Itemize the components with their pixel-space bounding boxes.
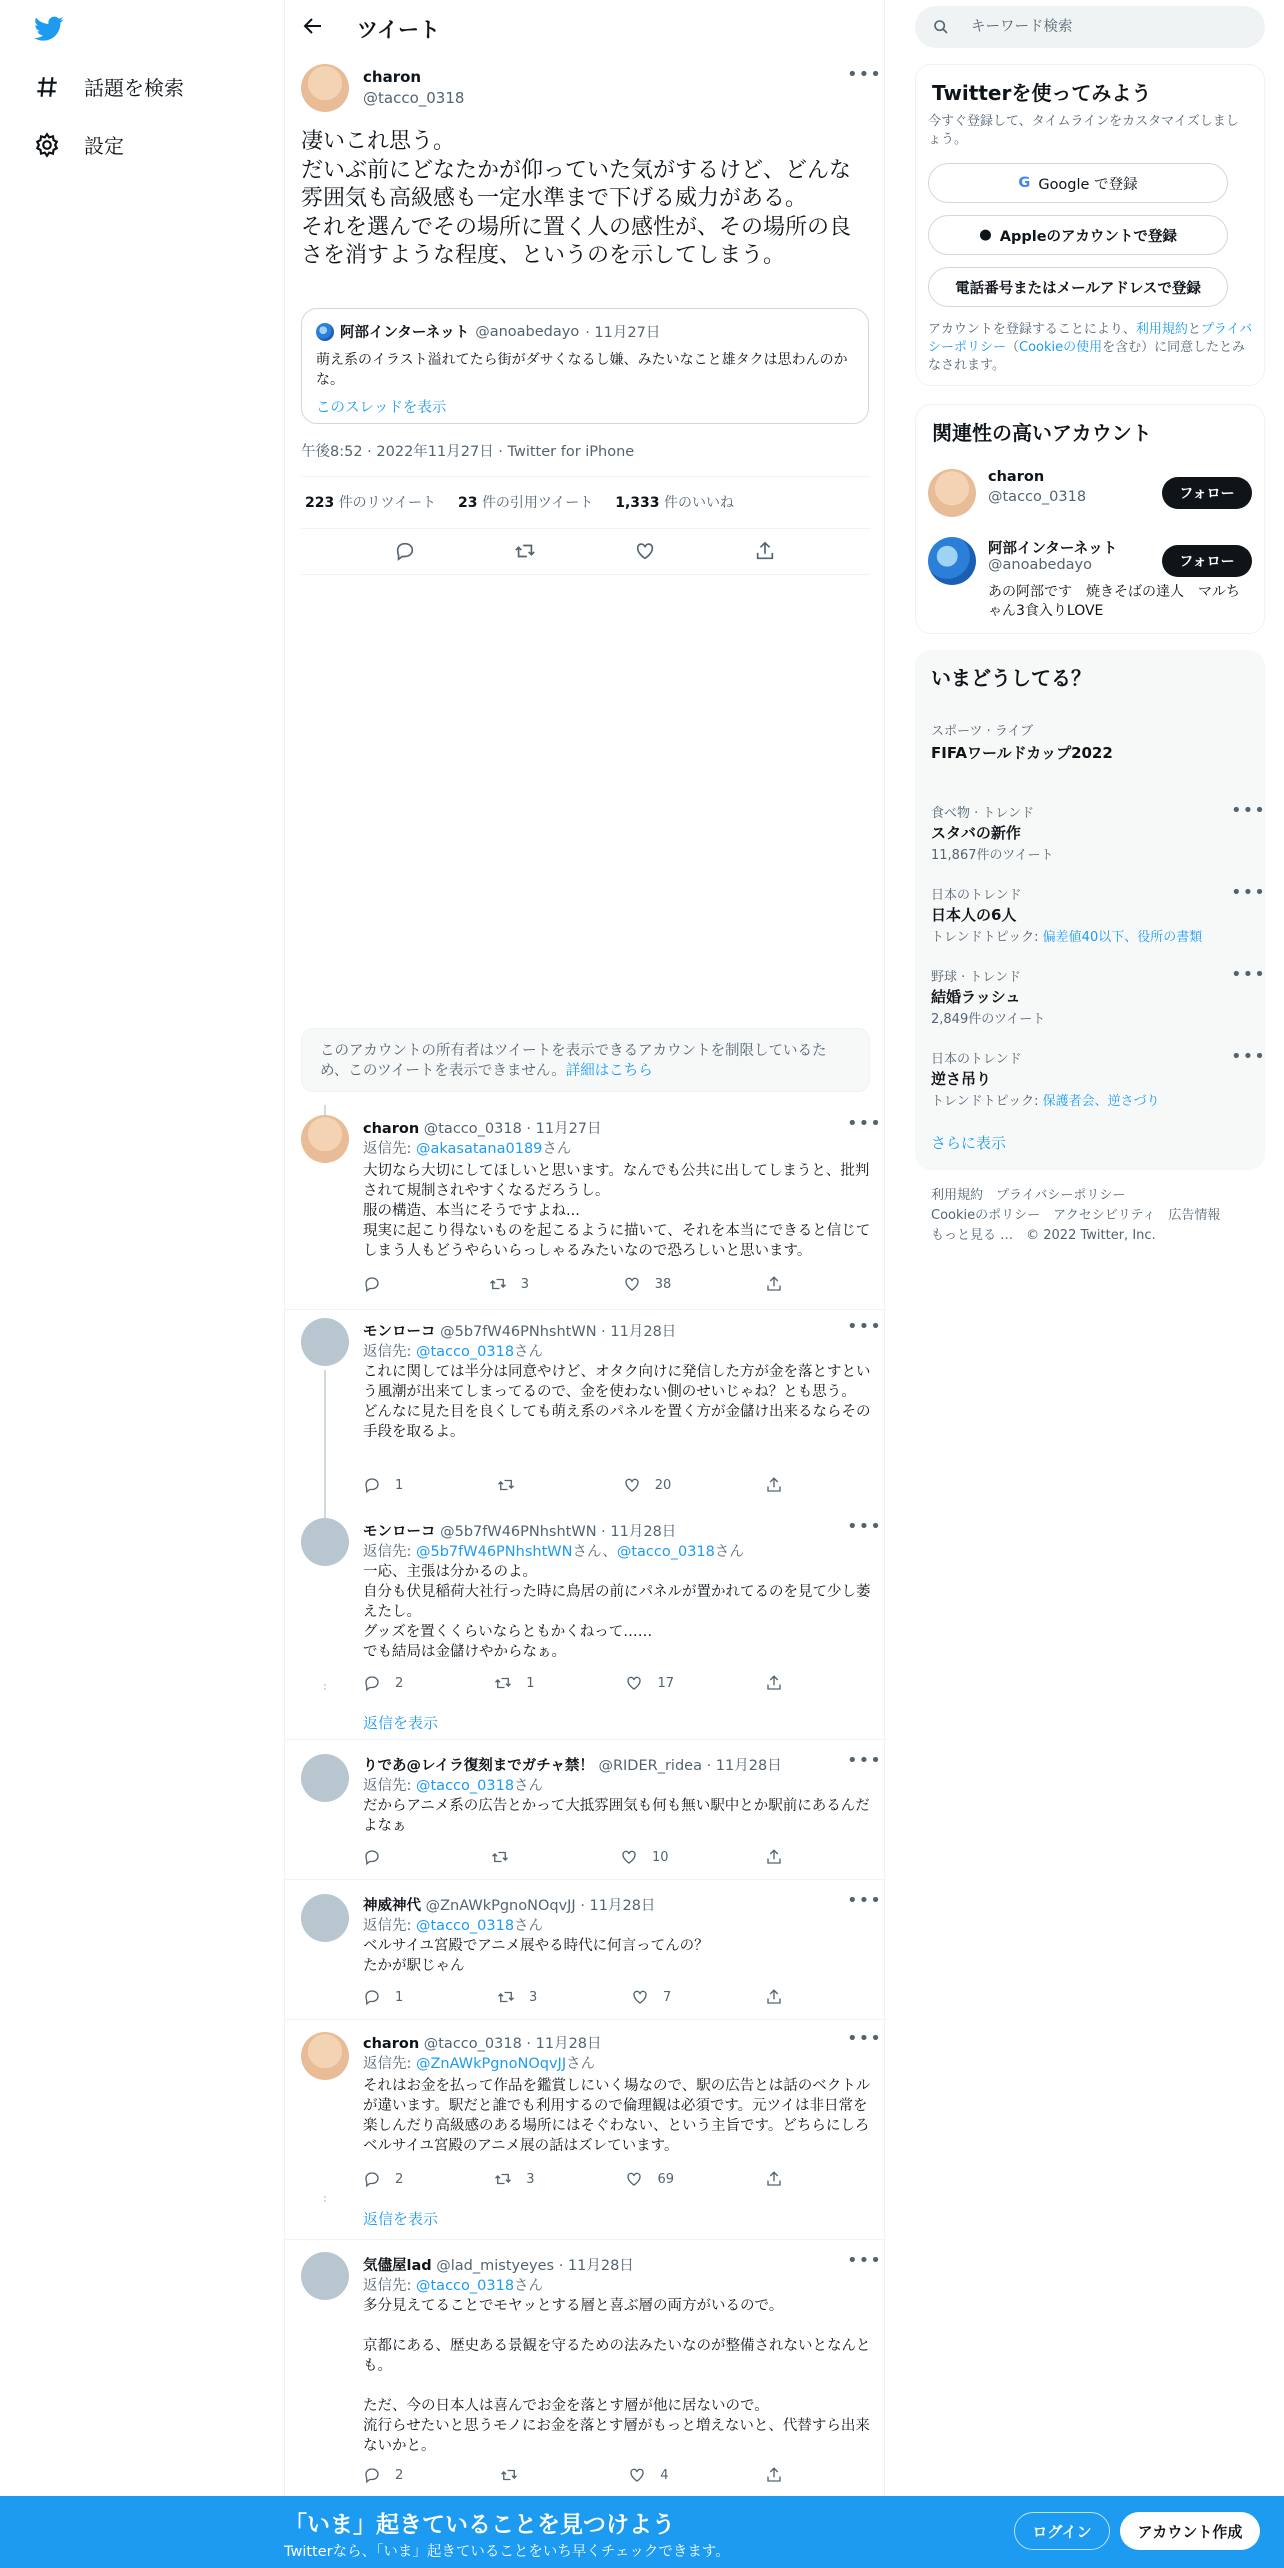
- banner-subtitle: Twitterなら、「いま」起きていることをいち早くチェックできます。: [284, 2544, 730, 2560]
- avatar[interactable]: [301, 2032, 349, 2080]
- reply-icon[interactable]: [394, 540, 416, 562]
- footer-links: [931, 1186, 1261, 1246]
- avatar[interactable]: [301, 2252, 349, 2300]
- divider: [301, 528, 870, 529]
- tweet-actions: [285, 540, 885, 562]
- mention-link[interactable]: @tacco_0318: [416, 1918, 515, 1934]
- thread-line: [324, 1684, 326, 1690]
- reply-button[interactable]: 2: [363, 2170, 403, 2188]
- like-button[interactable]: 10: [620, 1848, 669, 1866]
- retweet-button[interactable]: [500, 2466, 532, 2484]
- reply-text: 大切なら大切にしてほしいと思います。なんでも公共に出してしまうと、批判されて規制されやすくなるだろうし。 服の構造、本当にそうですよね... 現実に起こり得ないものを起こるように描いて、それを本当にできると信じてしまう人もどうやらいらっしゃるみたいなので恐ろしいと思います。: [363, 1163, 871, 1259]
- more-icon[interactable]: •••: [1231, 1046, 1266, 1067]
- reply-actions: [363, 2170, 783, 2188]
- left-nav: [0, 0, 284, 2568]
- avatar[interactable]: [301, 1894, 349, 1942]
- reply-text: ベルサイユ宮殿でアニメ展やる時代に何言ってんの？ たかが駅じゃん: [363, 1938, 709, 1974]
- thread-line: [324, 1370, 326, 1520]
- learn-more-link[interactable]: 詳細はこちら: [565, 1063, 653, 1079]
- more-icon[interactable]: •••: [847, 2250, 882, 2271]
- reply-tweet[interactable]: [285, 2240, 884, 2496]
- account-name: 阿部インターネット: [988, 541, 1118, 557]
- reply-header: モンローコ @5b7fW46PNhshtWN · 11月28日: [363, 1524, 677, 1540]
- reply-to: 返信先: @5b7fW46PNhshtWNさん、@tacco_0318さん: [363, 1544, 744, 1560]
- account-handle: @tacco_0318: [988, 489, 1087, 505]
- signup-title: Twitterを使ってみよう: [932, 81, 1152, 105]
- like-count[interactable]: 1,333 件のいいね: [615, 495, 734, 511]
- page-title: ツイート: [357, 18, 440, 42]
- reply-tweet[interactable]: [285, 1310, 884, 1510]
- reply-text: 一応、主張は分かるのよ。 自分も伏見稲荷大社行った時に鳥居の前にパネルが置かれてるのを見て少し萎えたし。 グッズを置くくらいならともかくねって…… でも結局は金儲けやからなぁ。: [363, 1564, 871, 1660]
- signup-button[interactable]: アカウント作成: [1120, 2512, 1260, 2550]
- login-banner: [0, 2496, 1284, 2568]
- mention-link[interactable]: @tacco_0318: [416, 1778, 515, 1794]
- mention-link[interactable]: @tacco_0318: [416, 2278, 515, 2294]
- like-button[interactable]: 17: [625, 1674, 674, 1692]
- share-button[interactable]: [765, 1848, 783, 1866]
- search-placeholder: キーワード検索: [971, 19, 1073, 35]
- main-column: [284, 0, 885, 2568]
- trend-item[interactable]: 野球 · トレンド 結婚ラッシュ 2,849件のツイート •••: [931, 964, 1266, 1027]
- more-icon[interactable]: •••: [847, 1316, 882, 1337]
- avatar[interactable]: [928, 469, 976, 517]
- like-button[interactable]: 38: [623, 1275, 672, 1293]
- terms-link[interactable]: 利用規約: [1135, 322, 1188, 337]
- retweet-button[interactable]: 3: [494, 2170, 534, 2188]
- reply-actions: [363, 1275, 783, 1293]
- reply-header: charon @tacco_0318 · 11月27日: [363, 1121, 602, 1137]
- show-replies-link[interactable]: 返信を表示: [363, 2210, 439, 2228]
- more-icon[interactable]: •••: [847, 1516, 882, 1537]
- reply-tweet[interactable]: [285, 1880, 884, 2020]
- hashtag-icon: [34, 74, 60, 100]
- search-icon: [933, 19, 949, 35]
- follow-button[interactable]: フォロー: [1162, 477, 1252, 509]
- apple-signup-button[interactable]: ● Appleのアカウントで登録: [928, 215, 1228, 255]
- show-replies-link[interactable]: 返信を表示: [363, 1714, 439, 1732]
- thread-line: [324, 2196, 326, 2202]
- reply-text: 多分見えてることでモヤッとする層と喜ぶ層の両方がいるので。 京都にある、歴史ある景観を守るための法みたいなのが整備されないとなんとも。 ただ、今の日本人は喜んでお金を落とす層が他に居ないので。 流行らせたいと思うモノにお金を落とす層がもっと増えないと、代替すら出来ないかと。: [363, 2298, 871, 2454]
- gear-icon: [34, 132, 60, 158]
- quote-name: 阿部インターネット: [340, 325, 470, 341]
- nav-settings[interactable]: [34, 130, 124, 159]
- reply-text: これに関しては半分は同意やけど、オタク向けに発信した方が金を落とすという風潮が出来てしまってるので、金を使わない側のせいじゃね？とも思う。 どんなに見た目を良くしても萌え系のパネルを置く方が金儲け出来るならその手段を取るよ。: [363, 1364, 871, 1440]
- reply-button[interactable]: 1: [363, 1988, 403, 2006]
- mention-link[interactable]: @ZnAWkPgnoNOqvJJ: [416, 2056, 567, 2072]
- restricted-notice: [301, 1028, 870, 1092]
- account-row[interactable]: [916, 461, 1266, 525]
- footer-line[interactable]: もっと見る … © 2022 Twitter, Inc.: [931, 1228, 1156, 1243]
- reply-to: 返信先: @tacco_0318さん: [363, 1918, 544, 1934]
- cookie-link[interactable]: Cookieの使用: [1019, 340, 1103, 355]
- reply-to: 返信先: @tacco_0318さん: [363, 2278, 544, 2294]
- reply-button[interactable]: 2: [363, 1674, 403, 1692]
- reply-header: 神威神代 @ZnAWkPgnoNOqvJJ · 11月28日: [363, 1898, 656, 1914]
- tweet-line: それを選んでその場所に置く人の感性が、その場所の良さを消すような程度、というのを示してしまう。: [301, 214, 852, 268]
- banner-title: 「いま」起きていることを見つけよう: [284, 2512, 675, 2538]
- more-icon[interactable]: •••: [1231, 800, 1266, 821]
- share-button[interactable]: [765, 1988, 783, 2006]
- signup-panel: [915, 64, 1265, 386]
- reply-text: それはお金を払って作品を鑑賞しにいく場なので、駅の広告とは話のベクトルが違います。駅だと誰でも利用するので倫理観は必須です。元ツイは非日常を楽しんだり高級感のある場所にはそぐわない、という主旨です。どちらにしろベルサイユ宮殿のアニメ展の話はズレています。: [363, 2078, 871, 2154]
- like-icon[interactable]: [634, 540, 656, 562]
- share-button[interactable]: [765, 1674, 783, 1692]
- show-more-link[interactable]: さらに表示: [931, 1134, 1007, 1152]
- quote-text: 萌え系のイラスト溢れてたら街がダサくなるし嫌、みたいなこと雄タクは思わんのかな。: [316, 352, 848, 388]
- share-button[interactable]: [765, 1275, 783, 1293]
- like-button[interactable]: 4: [628, 2466, 668, 2484]
- mention-link[interactable]: @akasatana0189: [416, 1141, 543, 1157]
- share-button[interactable]: [765, 1476, 783, 1494]
- tweet-line: 凄いこれ思う。: [301, 129, 456, 154]
- tweet-meta: 午後8:52 · 2022年11月27日 · Twitter for iPhone: [301, 444, 635, 460]
- relevant-title: 関連性の高いアカウント: [932, 421, 1152, 445]
- signup-subtitle: 今すぐ登録して、タイムラインをカスタマイズしましょう。: [928, 114, 1239, 147]
- author-name[interactable]: charon: [363, 68, 422, 86]
- quote-avatar: [316, 323, 334, 341]
- tweet-line: だいぶ前にどなたかが仰っていた気がするけど、どんな雰囲気も高級感も一定水準まで下げる威力がある。: [301, 157, 852, 211]
- account-row[interactable]: [916, 529, 1266, 629]
- reply-to: 返信先: @tacco_0318さん: [363, 1778, 544, 1794]
- retweet-button[interactable]: 3: [497, 1988, 537, 2006]
- reply-tweet[interactable]: [285, 2020, 884, 2240]
- reply-to: 返信先: @ZnAWkPgnoNOqvJJさん: [363, 2056, 596, 2072]
- login-button[interactable]: ログイン: [1014, 2512, 1110, 2550]
- avatar[interactable]: [301, 1754, 349, 1802]
- show-thread-link[interactable]: このスレッドを表示: [316, 400, 447, 416]
- reply-actions: [363, 1848, 783, 1866]
- privacy-link[interactable]: プライバシーポリシー: [928, 322, 1253, 355]
- phone-signup-button[interactable]: 電話番号またはメールアドレスで登録: [928, 267, 1228, 307]
- quoted-tweet[interactable]: [301, 308, 869, 424]
- reply-to: 返信先: @tacco_0318さん: [363, 1344, 544, 1360]
- mention-link[interactable]: @tacco_0318: [416, 1344, 515, 1360]
- retweet-button[interactable]: 1: [494, 1674, 534, 1692]
- avatar[interactable]: [301, 1115, 349, 1163]
- reply-button[interactable]: 2: [363, 2466, 403, 2484]
- footer-line[interactable]: 利用規約 プライバシーポリシー: [931, 1188, 1126, 1203]
- thread-line: [324, 1105, 326, 1115]
- like-button[interactable]: 7: [631, 1988, 671, 2006]
- avatar[interactable]: [301, 1318, 349, 1366]
- share-icon[interactable]: [754, 540, 776, 562]
- trends-panel: [915, 650, 1265, 1170]
- reply-header: charon @tacco_0318 · 11月28日: [363, 2036, 602, 2052]
- account-name: charon: [988, 469, 1045, 485]
- retweet-button[interactable]: [497, 1476, 529, 1494]
- share-button[interactable]: [765, 2466, 783, 2484]
- apple-icon: ●: [979, 227, 992, 243]
- trends-title: いまどうしてる？: [931, 666, 1091, 690]
- account-bio: あの阿部です 焼きそばの達人 マルちゃん3食入りLOVE: [988, 584, 1240, 619]
- avatar[interactable]: [301, 64, 349, 112]
- share-button[interactable]: [765, 2170, 783, 2188]
- terms-notice: アカウントを登録することにより、利用規約とプライバシーポリシー（Cookieの使用を含む）に同意したとみなされます。: [928, 322, 1253, 373]
- search-input[interactable]: [915, 6, 1265, 48]
- tweet-text: [301, 128, 871, 271]
- more-icon[interactable]: •••: [1231, 882, 1266, 903]
- tweet-stats: [305, 492, 734, 512]
- reply-button[interactable]: 1: [363, 1476, 403, 1494]
- reply-actions: [363, 1988, 783, 2006]
- nav-settings-label: 設定: [84, 134, 124, 158]
- mention-link[interactable]: @tacco_0318: [616, 1544, 715, 1560]
- divider: [301, 476, 870, 477]
- more-icon[interactable]: •••: [847, 1113, 882, 1134]
- like-button[interactable]: 20: [623, 1476, 672, 1494]
- quote-header: [316, 321, 854, 342]
- quote-handle: @anoabedayo: [475, 323, 580, 340]
- retweet-button[interactable]: [491, 1848, 523, 1866]
- reply-actions: [363, 1674, 783, 1692]
- trend-item[interactable]: 日本のトレンド 逆さ吊り トレンドトピック: 保護者会、逆さづり •••: [931, 1046, 1266, 1109]
- more-icon[interactable]: •••: [847, 64, 882, 85]
- retweet-button[interactable]: 3: [489, 1275, 529, 1293]
- reply-actions: [363, 1476, 783, 1494]
- reply-tweet[interactable]: [285, 1740, 884, 1880]
- reply-actions: [363, 2466, 783, 2484]
- trend-item[interactable]: 日本のトレンド 日本人の6人 トレンドトピック: 偏差値40以下、役所の書類 •••: [931, 882, 1266, 945]
- more-icon[interactable]: •••: [847, 2028, 882, 2049]
- more-icon[interactable]: •••: [847, 1750, 882, 1771]
- account-handle: @anoabedayo: [988, 557, 1092, 573]
- quote-count[interactable]: 23 件の引用ツイート: [458, 495, 594, 511]
- reply-to: 返信先: @akasatana0189さん: [363, 1141, 572, 1157]
- avatar[interactable]: [301, 1518, 349, 1566]
- trend-item[interactable]: スポーツ · ライブ FIFAワールドカップ2022: [931, 724, 1113, 762]
- divider: [301, 574, 870, 575]
- author-handle[interactable]: @tacco_0318: [363, 89, 465, 107]
- reply-header: りであ@レイラ復刻までガチャ禁！ @RIDER_ridea · 11月28日: [363, 1758, 782, 1774]
- twitter-logo-icon[interactable]: [34, 16, 64, 42]
- google-icon: G: [1018, 175, 1031, 191]
- trend-item[interactable]: 食べ物 · トレンド スタバの新作 11,867件のツイート •••: [931, 800, 1266, 863]
- footer-line[interactable]: Cookieのポリシー アクセシビリティ 広告情報: [931, 1208, 1221, 1223]
- reply-header: 気儘屋lad @lad_mistyeyes · 11月28日: [363, 2258, 634, 2274]
- avatar[interactable]: [928, 537, 976, 585]
- google-signup-button[interactable]: G Google で登録: [928, 163, 1228, 203]
- restricted-text: このアカウントの所有者はツイートを表示できるアカウントを制限しているため、このツイートを表示できません。: [320, 1043, 827, 1079]
- reply-tweet[interactable]: [285, 1105, 884, 1310]
- relevant-accounts-panel: [915, 404, 1265, 634]
- retweet-icon[interactable]: [514, 540, 536, 562]
- retweet-count[interactable]: 223 件のリツイート: [305, 495, 436, 511]
- like-button[interactable]: 69: [625, 2170, 674, 2188]
- quote-date: · 11月27日: [585, 325, 661, 341]
- reply-button[interactable]: [363, 1848, 395, 1866]
- reply-header: モンローコ @5b7fW46PNhshtWN · 11月28日: [363, 1324, 677, 1340]
- nav-explore[interactable]: [34, 72, 184, 101]
- reply-button[interactable]: [363, 1275, 395, 1293]
- more-icon[interactable]: •••: [847, 1890, 882, 1911]
- more-icon[interactable]: •••: [1231, 964, 1266, 985]
- mention-link[interactable]: @5b7fW46PNhshtWN: [416, 1544, 573, 1560]
- reply-text: だからアニメ系の広告とかって大抵雰囲気も何も無い駅中とか駅前にあるんだよなぁ: [363, 1798, 870, 1834]
- nav-explore-label: 話題を検索: [84, 76, 184, 100]
- follow-button[interactable]: フォロー: [1162, 545, 1252, 577]
- back-arrow-icon[interactable]: [301, 14, 325, 38]
- reply-tweet[interactable]: [285, 1510, 884, 1740]
